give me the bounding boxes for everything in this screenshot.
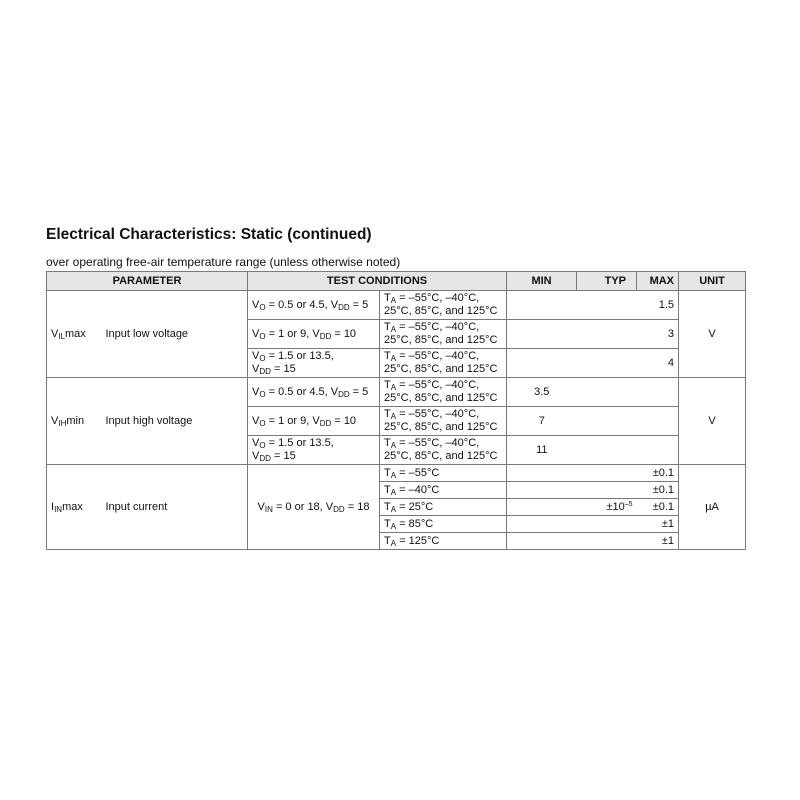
typ-value — [577, 291, 637, 320]
max-value: ±1 — [637, 533, 679, 550]
unit-value: V — [679, 291, 746, 378]
temperature-condition: $T_A = -55^\circ C$, –40°C, 25°C, 85°C, and 125°C — [380, 436, 507, 465]
unit-value: V — [679, 378, 746, 465]
test-condition: $V_O = 1.5$ or 13.5, $V_{DD} = 15$ — [248, 436, 380, 465]
temperature-condition: $T_A = 25^\circ C$ — [380, 499, 507, 516]
parameter-symbol: $V_{IL}\max$ — [47, 291, 102, 378]
header-parameter: PARAMETER — [47, 272, 248, 291]
typ-value — [577, 516, 637, 533]
max-value: ±0.1 — [637, 482, 679, 499]
parameter-description: Input current — [102, 465, 248, 550]
temperature-condition: $T_A = -55^\circ C$, –40°C, 25°C, 85°C, and 125°C — [380, 291, 507, 320]
max-value — [637, 378, 679, 407]
temperature-condition: $T_A = -40^\circ C$ — [380, 482, 507, 499]
test-condition: $V_{IN} = 0$ or 18, $V_{DD} = 18$ — [248, 465, 380, 550]
typ-value — [577, 533, 637, 550]
table-body — [47, 291, 746, 550]
table-header-row — [47, 272, 746, 291]
parameter-description: Input high voltage — [102, 378, 248, 465]
parameter-description: Input low voltage — [102, 291, 248, 378]
temperature-condition: $T_A = -55^\circ C$ — [380, 465, 507, 482]
temperature-condition: $T_A = -55^\circ C$, –40°C, 25°C, 85°C, and 125°C — [380, 320, 507, 349]
min-value — [507, 291, 577, 320]
min-value — [507, 349, 577, 378]
min-value: 3.5 — [507, 378, 577, 407]
typ-value — [577, 407, 637, 436]
table-row — [47, 378, 746, 407]
min-value — [507, 533, 577, 550]
typ-value — [577, 349, 637, 378]
min-value: 11 — [507, 436, 577, 465]
unit-value: µA — [679, 465, 746, 550]
temperature-condition: $T_A = 85^\circ C$ — [380, 516, 507, 533]
parameter-symbol: $V_{IH}\min$ — [47, 378, 102, 465]
max-value: 4 — [637, 349, 679, 378]
temperature-condition: $T_A = -55^\circ C$, –40°C, 25°C, 85°C, and 125°C — [380, 349, 507, 378]
typ-value — [577, 436, 637, 465]
typ-value: $\pm 10^{-5}$ — [577, 499, 637, 516]
min-value — [507, 516, 577, 533]
header-min: MIN — [507, 272, 577, 291]
header-unit: UNIT — [679, 272, 746, 291]
typ-value — [577, 320, 637, 349]
min-value — [507, 320, 577, 349]
test-condition: $V_O = 1.5$ or 13.5, $V_{DD} = 15$ — [248, 349, 380, 378]
max-value: 1.5 — [637, 291, 679, 320]
max-value — [637, 436, 679, 465]
max-value: ±1 — [637, 516, 679, 533]
typ-value — [577, 482, 637, 499]
header-typ: TYP — [577, 272, 637, 291]
max-value: 3 — [637, 320, 679, 349]
min-value — [507, 465, 577, 482]
max-value — [637, 407, 679, 436]
table-subtitle: over operating free-air temperature range (unless otherwise noted) — [46, 255, 401, 269]
electrical-characteristics-table — [46, 271, 746, 550]
header-test-conditions: TEST CONDITIONS — [248, 272, 507, 291]
temperature-condition: $T_A = -55^\circ C$, –40°C, 25°C, 85°C, and 125°C — [380, 378, 507, 407]
table-row — [47, 465, 746, 482]
temperature-condition: $T_A = 125^\circ C$ — [380, 533, 507, 550]
min-value — [507, 482, 577, 499]
parameter-symbol: $I_{IN}\max$ — [47, 465, 102, 550]
typ-value — [577, 465, 637, 482]
max-value: ±0.1 — [637, 465, 679, 482]
typ-value — [577, 378, 637, 407]
min-value: 7 — [507, 407, 577, 436]
test-condition: $V_O = 1$ or 9, $V_{DD} = 10$ — [248, 407, 380, 436]
table-row — [47, 291, 746, 320]
test-condition: $V_O = 0.5$ or 4.5, $V_{DD} = 5$ — [248, 291, 380, 320]
test-condition: $V_O = 1$ or 9, $V_{DD} = 10$ — [248, 320, 380, 349]
min-value — [507, 499, 577, 516]
test-condition: $V_O = 0.5$ or 4.5, $V_{DD} = 5$ — [248, 378, 380, 407]
section-title: Electrical Characteristics: Static (continued) — [46, 226, 372, 243]
header-max: MAX — [637, 272, 679, 291]
max-value: ±0.1 — [637, 499, 679, 516]
temperature-condition: $T_A = -55^\circ C$, –40°C, 25°C, 85°C, and 125°C — [380, 407, 507, 436]
